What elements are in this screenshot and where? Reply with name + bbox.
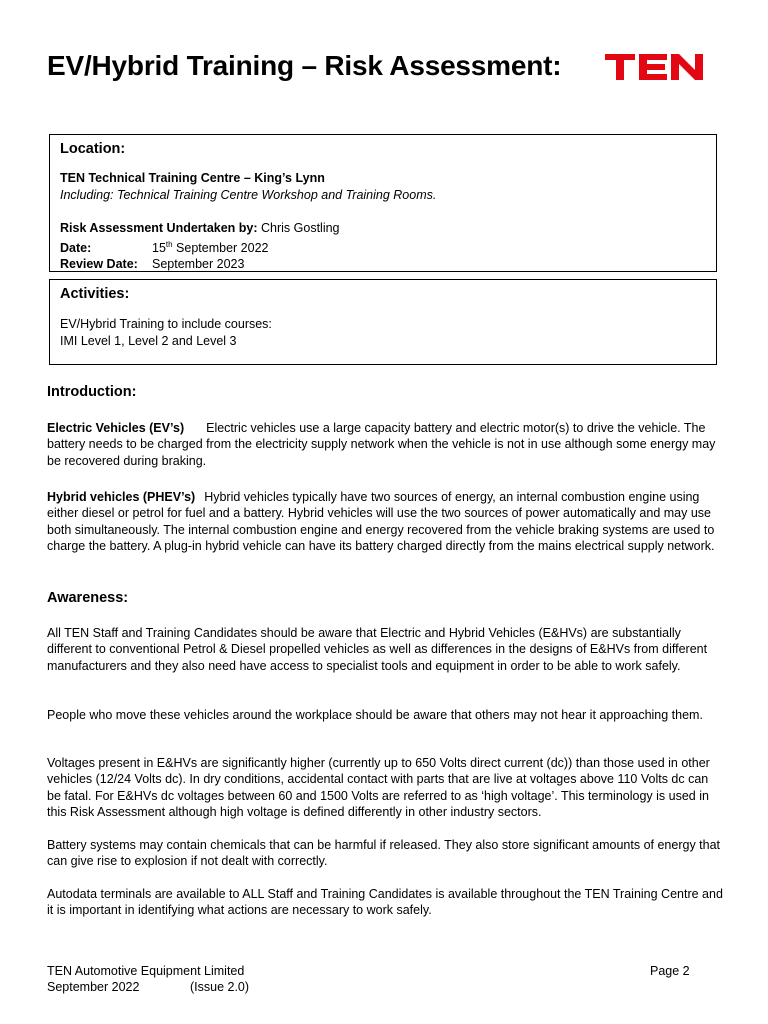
review-date-row (60, 256, 706, 273)
date-day: 15 (152, 240, 166, 255)
date-row (60, 237, 706, 257)
hybrid-term: Hybrid vehicles (PHEV’s) (47, 490, 196, 504)
awareness-paragraph-3: Voltages present in E&HVs are significantly higher (currently up to 650 Volts direct current (dc)) than those used in other vehicles (12/24 Volts dc). In dry conditions, accidental contact with parts that are live at voltages above 110 Volts dc can be fatal. For E&HVs dc voltages between 60 and 1500 Volts are referred to as ‘high voltage’. This terminology is used in this Risk Assessment although high voltage is defined differently in other industry sectors. (47, 756, 710, 819)
ev-paragraph (47, 420, 723, 469)
introduction-heading: Introduction: (47, 384, 137, 400)
awareness-paragraph-5: Autodata terminals are available to ALL Staff and Training Candidates is available throughout the TEN Training Centre and it is important in identifying what actions are necessary to work safely. (47, 887, 723, 918)
undertaken-value: Chris Gostling (257, 221, 340, 235)
footer-company: TEN Automotive Equipment Limited (47, 964, 245, 978)
awareness-paragraph-4: Battery systems may contain chemicals that can be harmful if released. They also store significant amounts of energy that can give rise to explosion if not dealt with correctly. (47, 838, 721, 869)
including-note: Including: Technical Training Centre Workshop and Training Rooms. (60, 187, 437, 202)
awareness-paragraph-1: All TEN Staff and Training Candidates should be aware that Electric and Hybrid Vehicles (E&HVs) are substantially different to conventional Petrol & Diesel propelled vehicles as well as differences in the designs of E&HVs from different manufacturers and they also need have access to specialist tools and equipment in order to be able to work safely. (47, 626, 708, 673)
page-title: EV/Hybrid Training – Risk Assessment: (47, 50, 562, 81)
location-box (49, 134, 717, 272)
undertaken-by-row (60, 220, 706, 237)
hybrid-paragraph (47, 489, 723, 554)
date-label: Date: (60, 240, 92, 255)
ten-logo (605, 54, 703, 80)
hybrid-text: Hybrid vehicles typically have two sources of energy, an internal combustion engine using either diesel or petrol for fuel and a battery. Hybrid vehicles will use the two sources of power automatically and may use both simultaneously. The internal combustion engine and energy recovered from the vehicle braking systems are used to charge the battery. A plug-in hybrid vehicle can have its battery charged directly from the mains electrical supply network. (47, 490, 715, 553)
date-suffix: th (165, 239, 173, 249)
activities-line-1: EV/Hybrid Training to include courses: (60, 317, 272, 331)
footer-date: September 2022 (47, 980, 140, 994)
awareness-paragraph-2: People who move these vehicles around the workplace should be aware that others may not hear it approaching them. (47, 708, 703, 722)
centre-name: TEN Technical Training Centre – King’s Lynn (60, 171, 325, 185)
date-rest: September 2022 (172, 240, 269, 255)
review-date-value: September 2023 (152, 257, 245, 272)
awareness-heading: Awareness: (47, 590, 129, 606)
activities-box (49, 279, 717, 365)
activities-heading: Activities: (60, 286, 130, 302)
footer-issue: (Issue 2.0) (190, 980, 250, 994)
location-heading: Location: (60, 141, 126, 157)
ev-term: Electric Vehicles (EV’s) (47, 421, 185, 435)
activities-line-2: IMI Level 1, Level 2 and Level 3 (60, 333, 237, 348)
undertaken-label: Risk Assessment Undertaken by: (60, 221, 258, 235)
ev-text: Electric vehicles use a large capacity battery and electric motor(s) to drive the vehicle. The battery needs to be charged from the electricity supply network when the vehicle is not in use although some energy may be recovered during braking. (47, 421, 716, 468)
footer-page-number: Page 2 (650, 964, 690, 978)
review-date-label: Review Date: (60, 257, 138, 272)
